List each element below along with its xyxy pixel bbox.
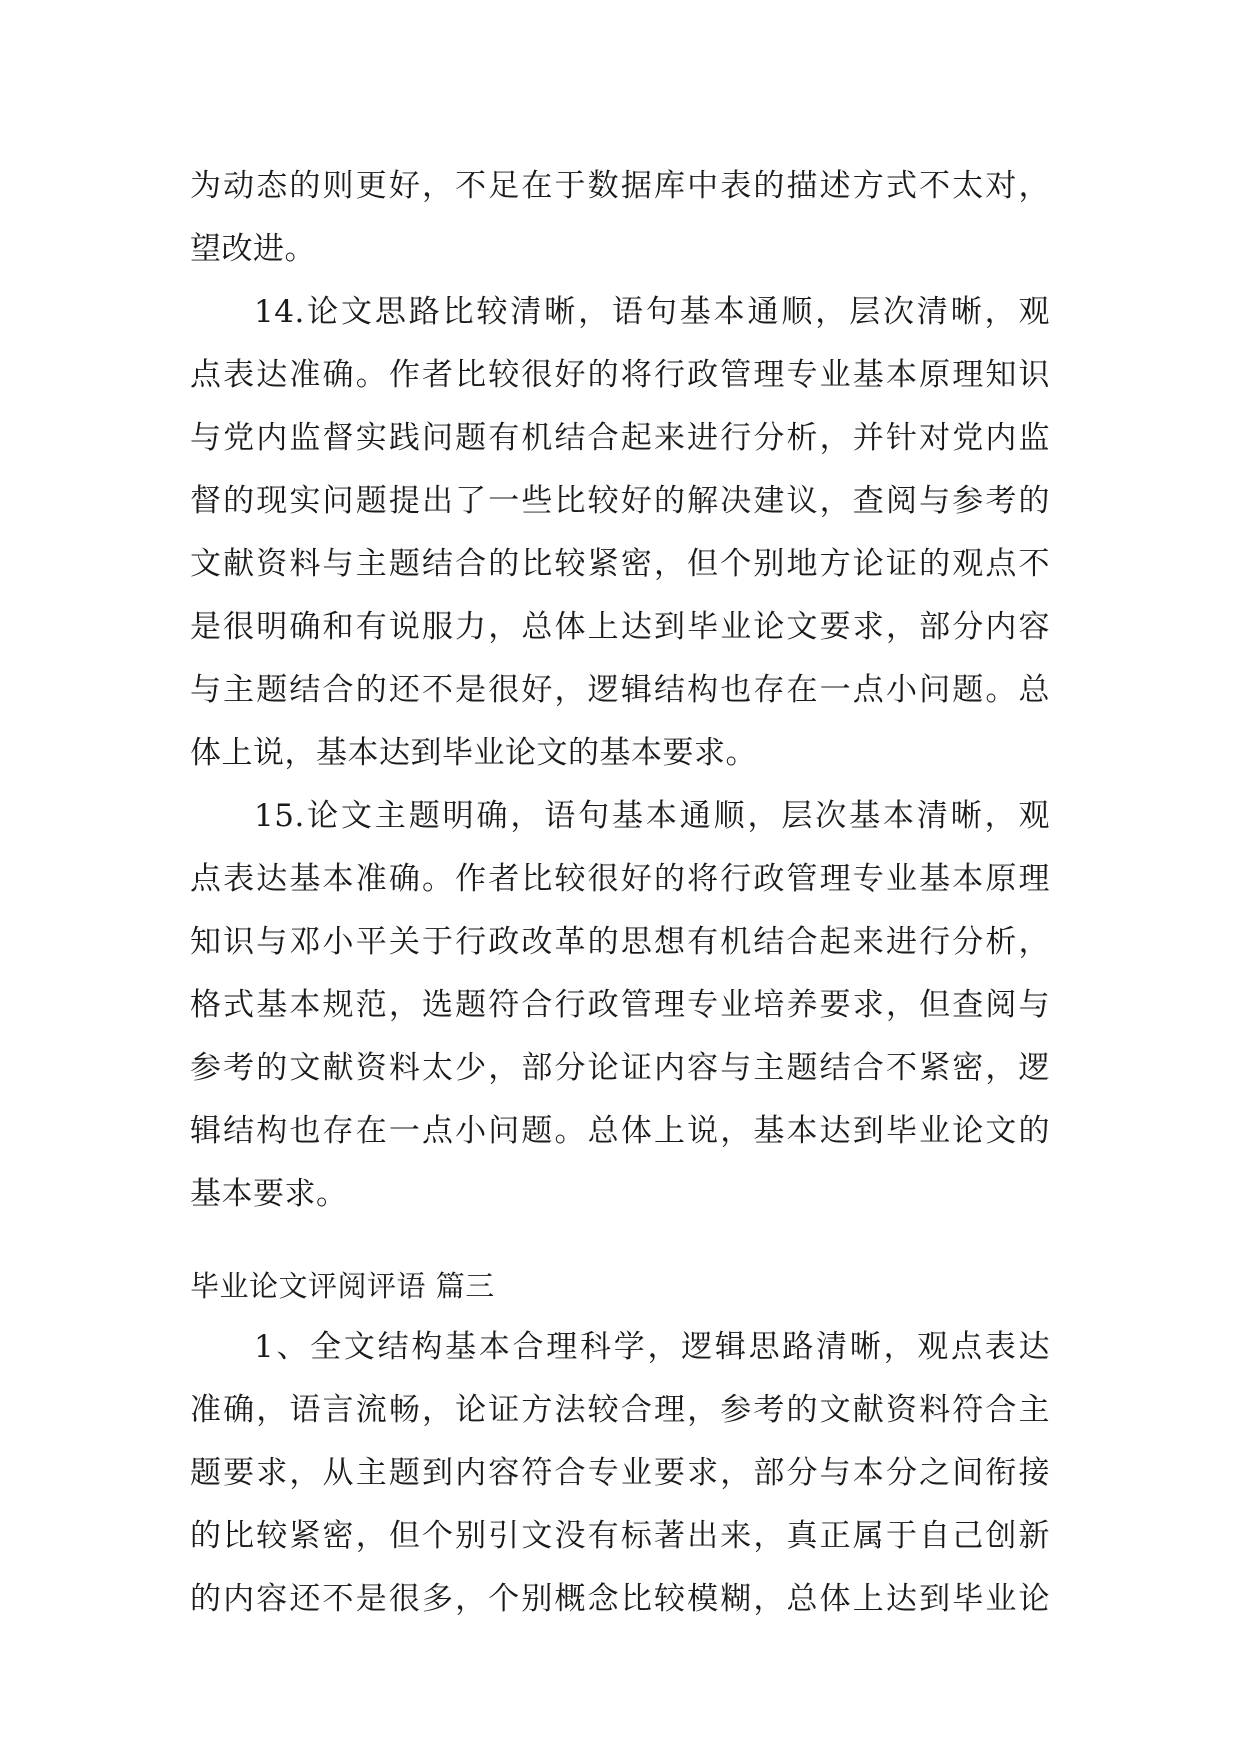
text-line: 是很明确和有说服力，总体上达到毕业论文要求，部分内容: [190, 609, 1050, 645]
text-line: 点表达准确。作者比较很好的将行政管理专业基本原理知识: [190, 357, 1050, 393]
text-line: 基本要求。: [190, 1176, 348, 1212]
text-line: 望改进。: [190, 231, 316, 267]
text-line: 的内容还不是很多，个别概念比较模糊，总体上达到毕业论: [190, 1581, 1050, 1617]
text-line: 督的现实问题提出了一些比较好的解决建议，查阅与参考的: [190, 483, 1050, 519]
text-line: 题要求，从主题到内容符合专业要求，部分与本分之间衔接: [190, 1455, 1050, 1491]
text-line: 点表达基本准确。作者比较很好的将行政管理专业基本原理: [190, 861, 1050, 897]
text-line: 为动态的则更好，不足在于数据库中表的描述方式不太对，: [190, 168, 1050, 204]
text-line: 参考的文献资料太少，部分论证内容与主题结合不紧密，逻: [190, 1050, 1050, 1086]
text-line: 辑结构也存在一点小问题。总体上说，基本达到毕业论文的: [190, 1113, 1050, 1149]
section-heading: 毕业论文评阅评语 篇三: [190, 1269, 495, 1303]
paragraph-15-first-line: 15.论文主题明确，语句基本通顺，层次基本清晰，观: [254, 798, 1050, 834]
text-line: 文献资料与主题结合的比较紧密，但个别地方论证的观点不: [190, 546, 1050, 582]
paragraph-14-first-line: 14.论文思路比较清晰，语句基本通顺，层次清晰，观: [254, 294, 1050, 330]
text-line: 与主题结合的还不是很好，逻辑结构也存在一点小问题。总: [190, 672, 1050, 708]
text-line: 格式基本规范，选题符合行政管理专业培养要求，但查阅与: [190, 987, 1050, 1023]
text-line: 体上说，基本达到毕业论文的基本要求。: [190, 735, 757, 771]
text-line: 知识与邓小平关于行政改革的思想有机结合起来进行分析，: [190, 924, 1050, 960]
text-line: 准确，语言流畅，论证方法较合理，参考的文献资料符合主: [190, 1392, 1050, 1428]
text-line: 与党内监督实践问题有机结合起来进行分析，并针对党内监: [190, 420, 1050, 456]
item-1-first-line: 1、全文结构基本合理科学，逻辑思路清晰，观点表达: [254, 1329, 1050, 1365]
text-line: 的比较紧密，但个别引文没有标著出来，真正属于自己创新: [190, 1518, 1050, 1554]
